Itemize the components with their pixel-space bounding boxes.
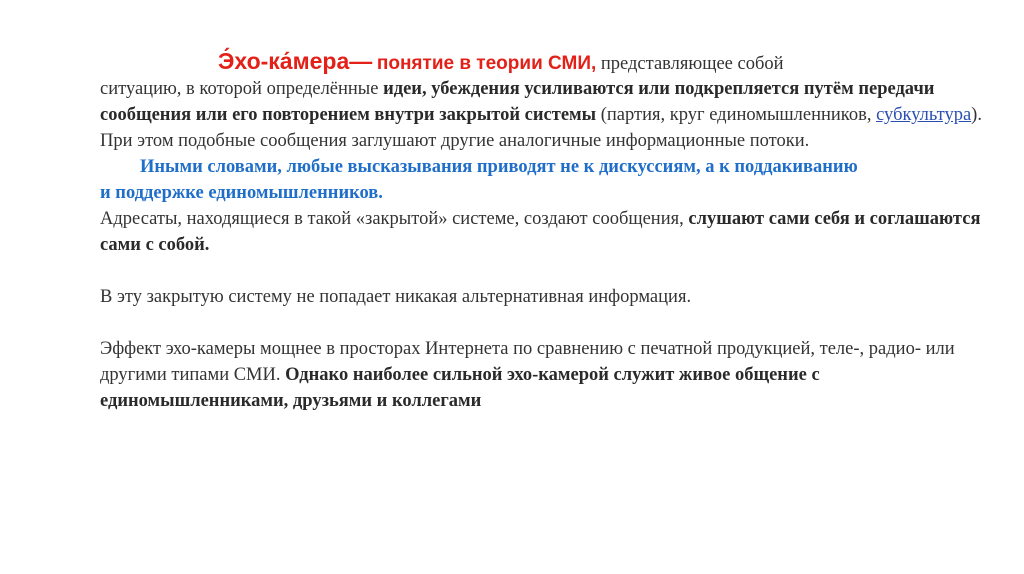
p5-bold: Однако наиболее сильной эхо-камерой служит живое общение с единомышленниками, друзьями и коллегами xyxy=(100,365,820,411)
paragraph-addressees xyxy=(100,206,990,258)
paragraph-internet xyxy=(100,336,990,414)
p3-bold: слушают сами себя и соглашаются сами с собой. xyxy=(100,209,981,255)
highlight-line-2: и поддержке единомышленников. xyxy=(100,183,383,203)
intro-rest: представляющее собой xyxy=(596,54,784,74)
slide-text xyxy=(100,48,990,414)
definition-heading xyxy=(100,48,990,77)
p1-bold: идеи, убеждения усиливаются или подкрепляется путём передачи сообщения или его повторением внутри закрытой системы xyxy=(100,79,935,125)
paragraph-closed-system xyxy=(100,284,990,310)
p1-text-d: ). При этом подобные сообщения заглушают другие аналогичные информационные потоки. xyxy=(100,105,982,151)
term: Э́хо-ка́мера— xyxy=(218,48,373,74)
p4-text: В эту закрытую систему не попадает никакая альтернативная информация. xyxy=(100,287,692,307)
term-definition: понятие в теории СМИ, xyxy=(376,53,597,74)
highlight-line-1: Иными словами, любые высказывания приводят не к дискуссиям, а к поддакиванию xyxy=(140,157,858,177)
p5-text-a: Эффект эхо-камеры мощнее в просторах Интернета по сравнению с печатной продукцией, теле-, радио- или другими типами СМИ. xyxy=(100,339,955,385)
spacer xyxy=(100,310,990,336)
paragraph-highlight xyxy=(100,154,990,206)
p1-text-c: (партия, круг единомышленников, xyxy=(596,105,877,125)
p1-text-a: ситуацию, в которой определённые xyxy=(100,79,384,99)
spacer xyxy=(100,258,990,284)
paragraph-definition xyxy=(100,76,990,154)
subculture-link[interactable]: субкультура xyxy=(876,105,972,125)
p3-text-a: Адресаты, находящиеся в такой «закрытой» системе, создают сообщения, xyxy=(100,209,689,229)
